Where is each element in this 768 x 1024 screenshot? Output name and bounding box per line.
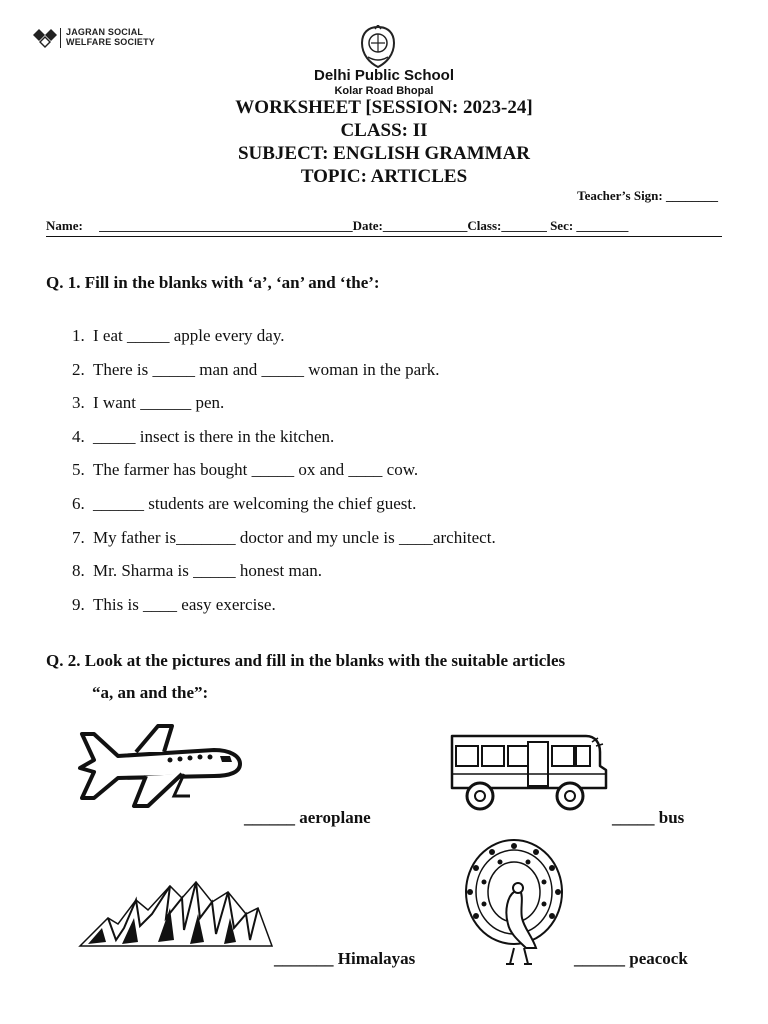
q1-title: Q. 1. Fill in the blanks with ‘a’, ‘an’ and ‘the’: [46,273,380,292]
q2-title [46,651,746,703]
logo-divider [60,28,61,48]
q2-title-line2: “a, an and the”: [92,683,209,702]
q1-list [72,324,496,626]
list-item [72,391,496,425]
item-number: 2. [72,359,85,379]
subject-heading: SUBJECT: ENGLISH GRAMMAR [237,143,531,164]
peacock-icon [462,836,566,968]
peacock-caption: ______ peacock [574,949,688,968]
bus-caption: _____ bus [612,808,685,827]
teacher-sign: Teacher’s Sign: ________ [577,188,718,203]
q2-title-line1: Q. 2. Look at the pictures and fill in the blanks with the suitable articles [46,651,566,670]
item-number: 5. [72,460,85,480]
item-number: 9. [72,594,85,614]
item-number: 4. [72,426,85,446]
aeroplane-caption: ______ aeroplane [244,808,371,827]
society-name: JAGRAN SOCIAL WELFARE SOCIETY [66,27,156,47]
item-text: I want ______ pen. [93,393,225,413]
item-number: 1. [72,326,85,345]
item-number: 8. [72,561,85,581]
item-text: I eat _____ apple every day. [93,326,285,345]
item-number: 6. [72,493,85,513]
list-item [72,492,496,526]
list-item [72,526,496,560]
item-text: _____ insect is there in the kitchen. [93,426,335,446]
bus-icon [446,730,612,816]
himalayas-caption: _______ Himalayas [274,949,416,968]
item-text: The farmer has bought _____ ox and ____ cow. [93,460,419,480]
worksheet-heading: WORKSHEET [SESSION: 2023-24] [235,97,533,118]
student-info-line: Name: _______________________________________Date:_____________Class:_______ Sec: ________ [46,218,722,237]
school-name: Delhi Public School [313,67,455,84]
class-heading: CLASS: II [340,120,428,141]
school-emblem-icon [358,25,398,69]
item-number: 3. [72,393,85,413]
item-text: Mr. Sharma is _____ honest man. [93,561,323,581]
item-text: There is _____ man and _____ woman in the park. [93,359,440,379]
item-text: This is ____ easy exercise. [93,594,276,614]
society-logo-icon [32,28,58,50]
society-logo [32,26,162,54]
item-number: 7. [72,527,85,547]
list-item [72,425,496,459]
item-text: ______ students are welcoming the chief guest. [93,493,417,513]
item-text: My father is_______ doctor and my uncle is ____architect. [93,527,496,547]
list-item [72,324,496,358]
aeroplane-icon [74,722,244,810]
list-item [72,458,496,492]
school-emblem [358,25,398,69]
school-location: Kolar Road Bhopal [334,85,434,97]
topic-heading: TOPIC: ARTICLES [300,166,468,187]
list-item [72,358,496,392]
list-item [72,559,496,593]
mountains-icon [78,878,274,950]
list-item [72,593,496,627]
